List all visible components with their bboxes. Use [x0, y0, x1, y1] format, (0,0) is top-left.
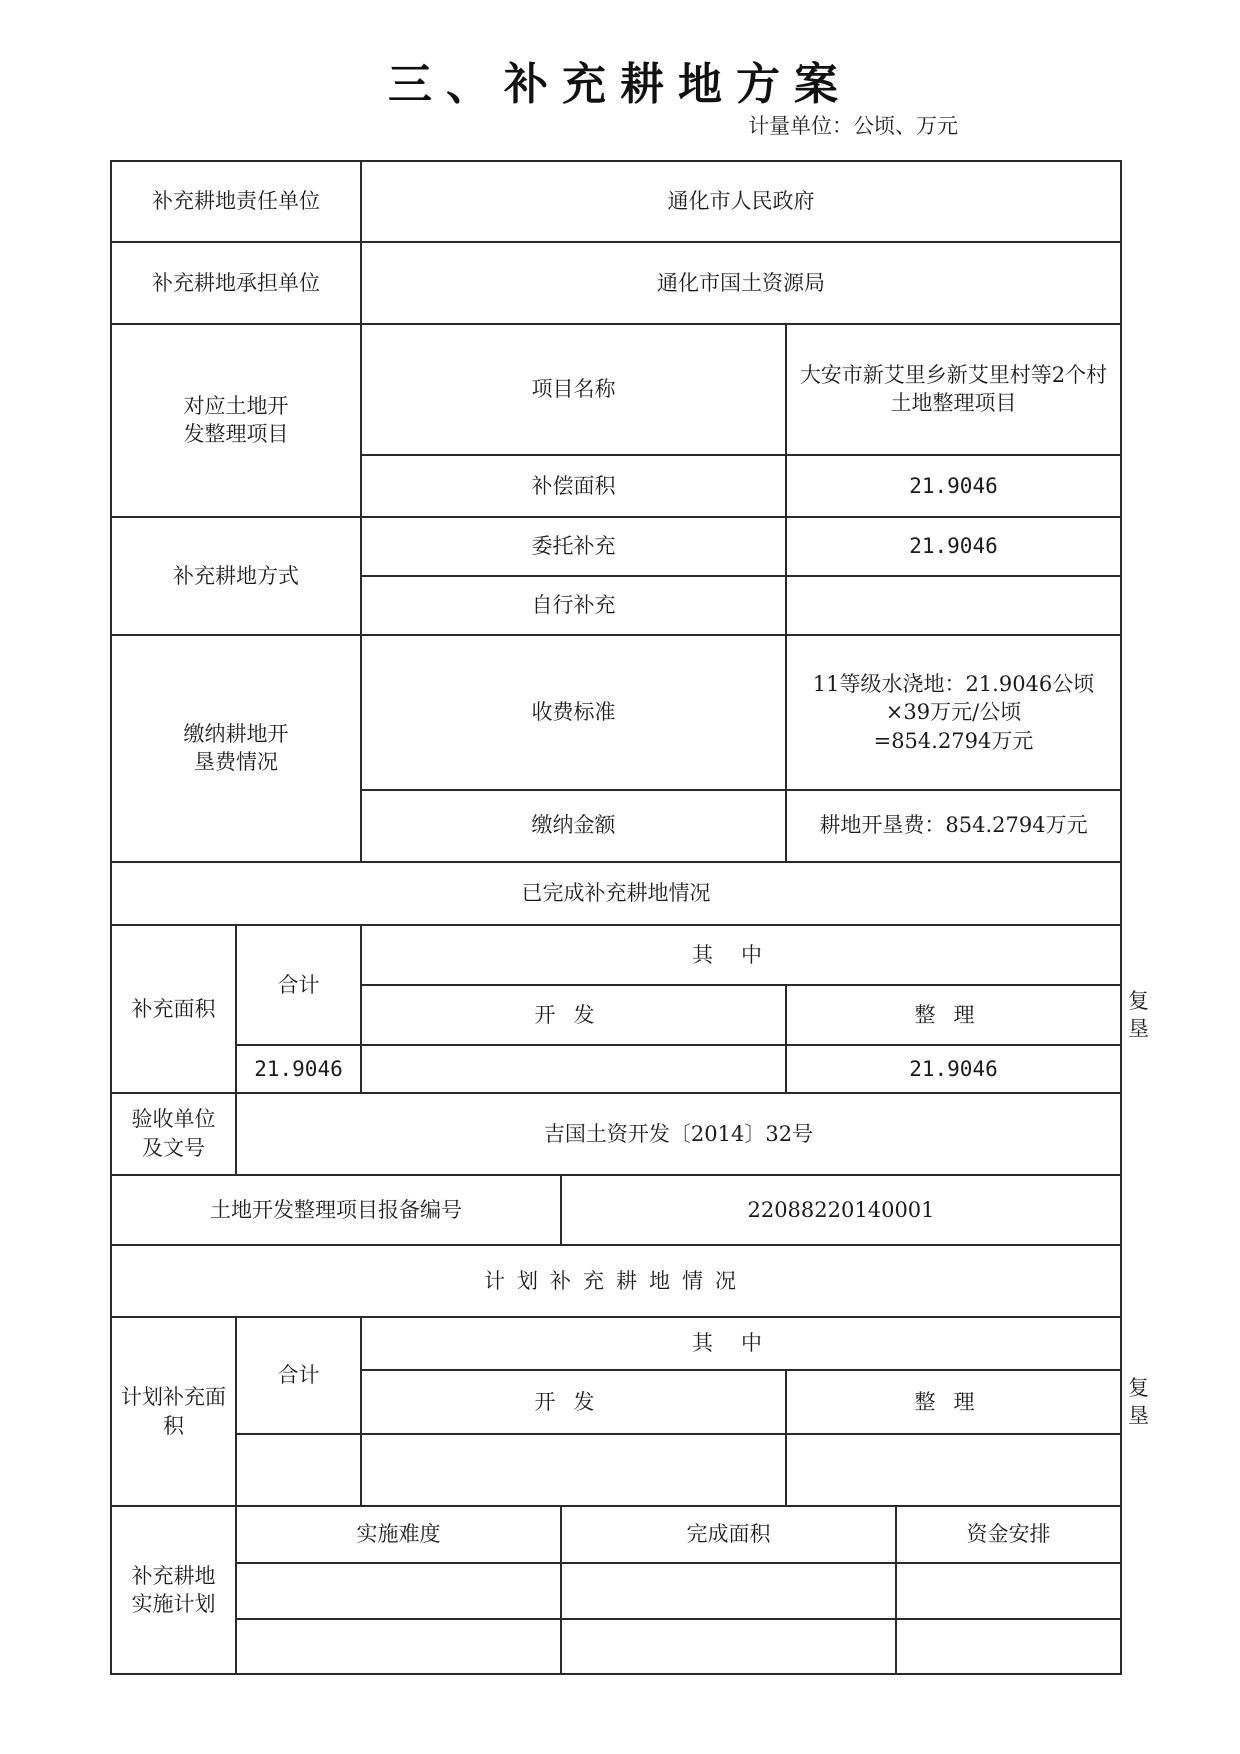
completed-develop-value [361, 1045, 786, 1092]
completed-of-which: 其中 [361, 925, 1121, 985]
row-completed-header-1 [111, 925, 1121, 985]
planned-develop-value [361, 1434, 786, 1506]
planned-of-which: 其中 [361, 1317, 1121, 1370]
row-acceptance [111, 1093, 1121, 1175]
fee-standard-label: 收费标准 [361, 635, 786, 789]
implementation-cell [896, 1563, 1121, 1620]
planned-total-value [236, 1434, 361, 1506]
planned-develop-label: 开发 [361, 1370, 786, 1434]
row-planned-header-2: 开发 整理 复垦 [111, 1370, 1121, 1434]
undertaking-unit-value: 通化市国土资源局 [361, 242, 1121, 323]
row-implementation-1 [111, 1563, 1121, 1620]
method-label: 补充耕地方式 [111, 517, 361, 635]
compensation-area-label: 补偿面积 [361, 455, 786, 517]
filing-label: 土地开发整理项目报备编号 [111, 1175, 561, 1245]
completed-develop-label: 开发 [361, 985, 786, 1045]
implementation-cell [561, 1619, 896, 1674]
completed-consolidate-label: 整理 [786, 985, 1121, 1045]
row-project-name [111, 324, 1121, 456]
page-title: 三、补充耕地方案 [388, 59, 852, 110]
implementation-label: 补充耕地 实施计划 [111, 1506, 236, 1674]
responsible-unit-label: 补充耕地责任单位 [111, 161, 361, 242]
row-implementation-header [111, 1506, 1121, 1563]
row-filing-number [111, 1175, 1121, 1245]
planned-total-label: 合计 [236, 1317, 361, 1434]
completed-total-label: 合计 [236, 925, 361, 1045]
self-supplement-label: 自行补充 [361, 576, 786, 636]
completed-consolidate-value: 21.9046 [786, 1045, 1121, 1092]
row-planned-heading [111, 1245, 1121, 1317]
implementation-funding-label: 资金安排 [896, 1506, 1121, 1563]
row-planned-header-1 [111, 1317, 1121, 1370]
unit-note: 计量单位：公顷、万元 [748, 114, 958, 138]
implementation-cell [236, 1619, 561, 1674]
row-undertaking-unit [111, 242, 1121, 323]
row-implementation-2 [111, 1619, 1121, 1674]
entrusted-label: 委托补充 [361, 517, 786, 576]
project-name-value: 大安市新艾里乡新艾里村等2个村土地整理项目 [786, 324, 1121, 456]
project-label: 对应土地开 发整理项目 [111, 324, 361, 517]
entrusted-value: 21.9046 [786, 517, 1121, 576]
row-planned-values [111, 1434, 1121, 1506]
row-entrusted [111, 517, 1121, 576]
project-name-label: 项目名称 [361, 324, 786, 456]
implementation-cell [561, 1563, 896, 1620]
implementation-difficulty-label: 实施难度 [236, 1506, 561, 1563]
completed-heading: 已完成补充耕地情况 [111, 862, 1121, 926]
acceptance-value: 吉国土资开发〔2014〕32号 [236, 1093, 1121, 1175]
completed-total-value: 21.9046 [236, 1045, 361, 1092]
responsible-unit-value: 通化市人民政府 [361, 161, 1121, 242]
compensation-area-value: 21.9046 [786, 455, 1121, 517]
planned-consolidate-value [786, 1434, 1121, 1506]
row-completed-header-2: 开发 整理 复垦 [111, 985, 1121, 1045]
fee-standard-value: 11等级水浇地：21.9046公顷×39万元/公顷 =854.2794万元 [786, 635, 1121, 789]
implementation-cell [236, 1563, 561, 1620]
planned-heading: 计划补充耕地情况 [111, 1245, 1121, 1317]
self-supplement-value [786, 576, 1121, 636]
fee-amount-label: 缴纳金额 [361, 790, 786, 862]
row-responsible-unit [111, 161, 1121, 242]
row-fee-standard [111, 635, 1121, 789]
row-completed-values [111, 1045, 1121, 1092]
filing-value: 22088220140001 [561, 1175, 1121, 1245]
planned-consolidate-label: 整理 [786, 1370, 1121, 1434]
acceptance-label: 验收单位 及文号 [111, 1093, 236, 1175]
fee-amount-value: 耕地开垦费：854.2794万元 [786, 790, 1121, 862]
implementation-completed-area-label: 完成面积 [561, 1506, 896, 1563]
implementation-cell [896, 1619, 1121, 1674]
row-completed-heading [111, 862, 1121, 926]
fee-label: 缴纳耕地开 垦费情况 [111, 635, 361, 861]
supplementary-farmland-form [110, 160, 1167, 1675]
completed-area-label: 补充面积 [111, 925, 236, 1092]
planned-area-label: 计划补充面 积 [111, 1317, 236, 1506]
undertaking-unit-label: 补充耕地承担单位 [111, 242, 361, 323]
